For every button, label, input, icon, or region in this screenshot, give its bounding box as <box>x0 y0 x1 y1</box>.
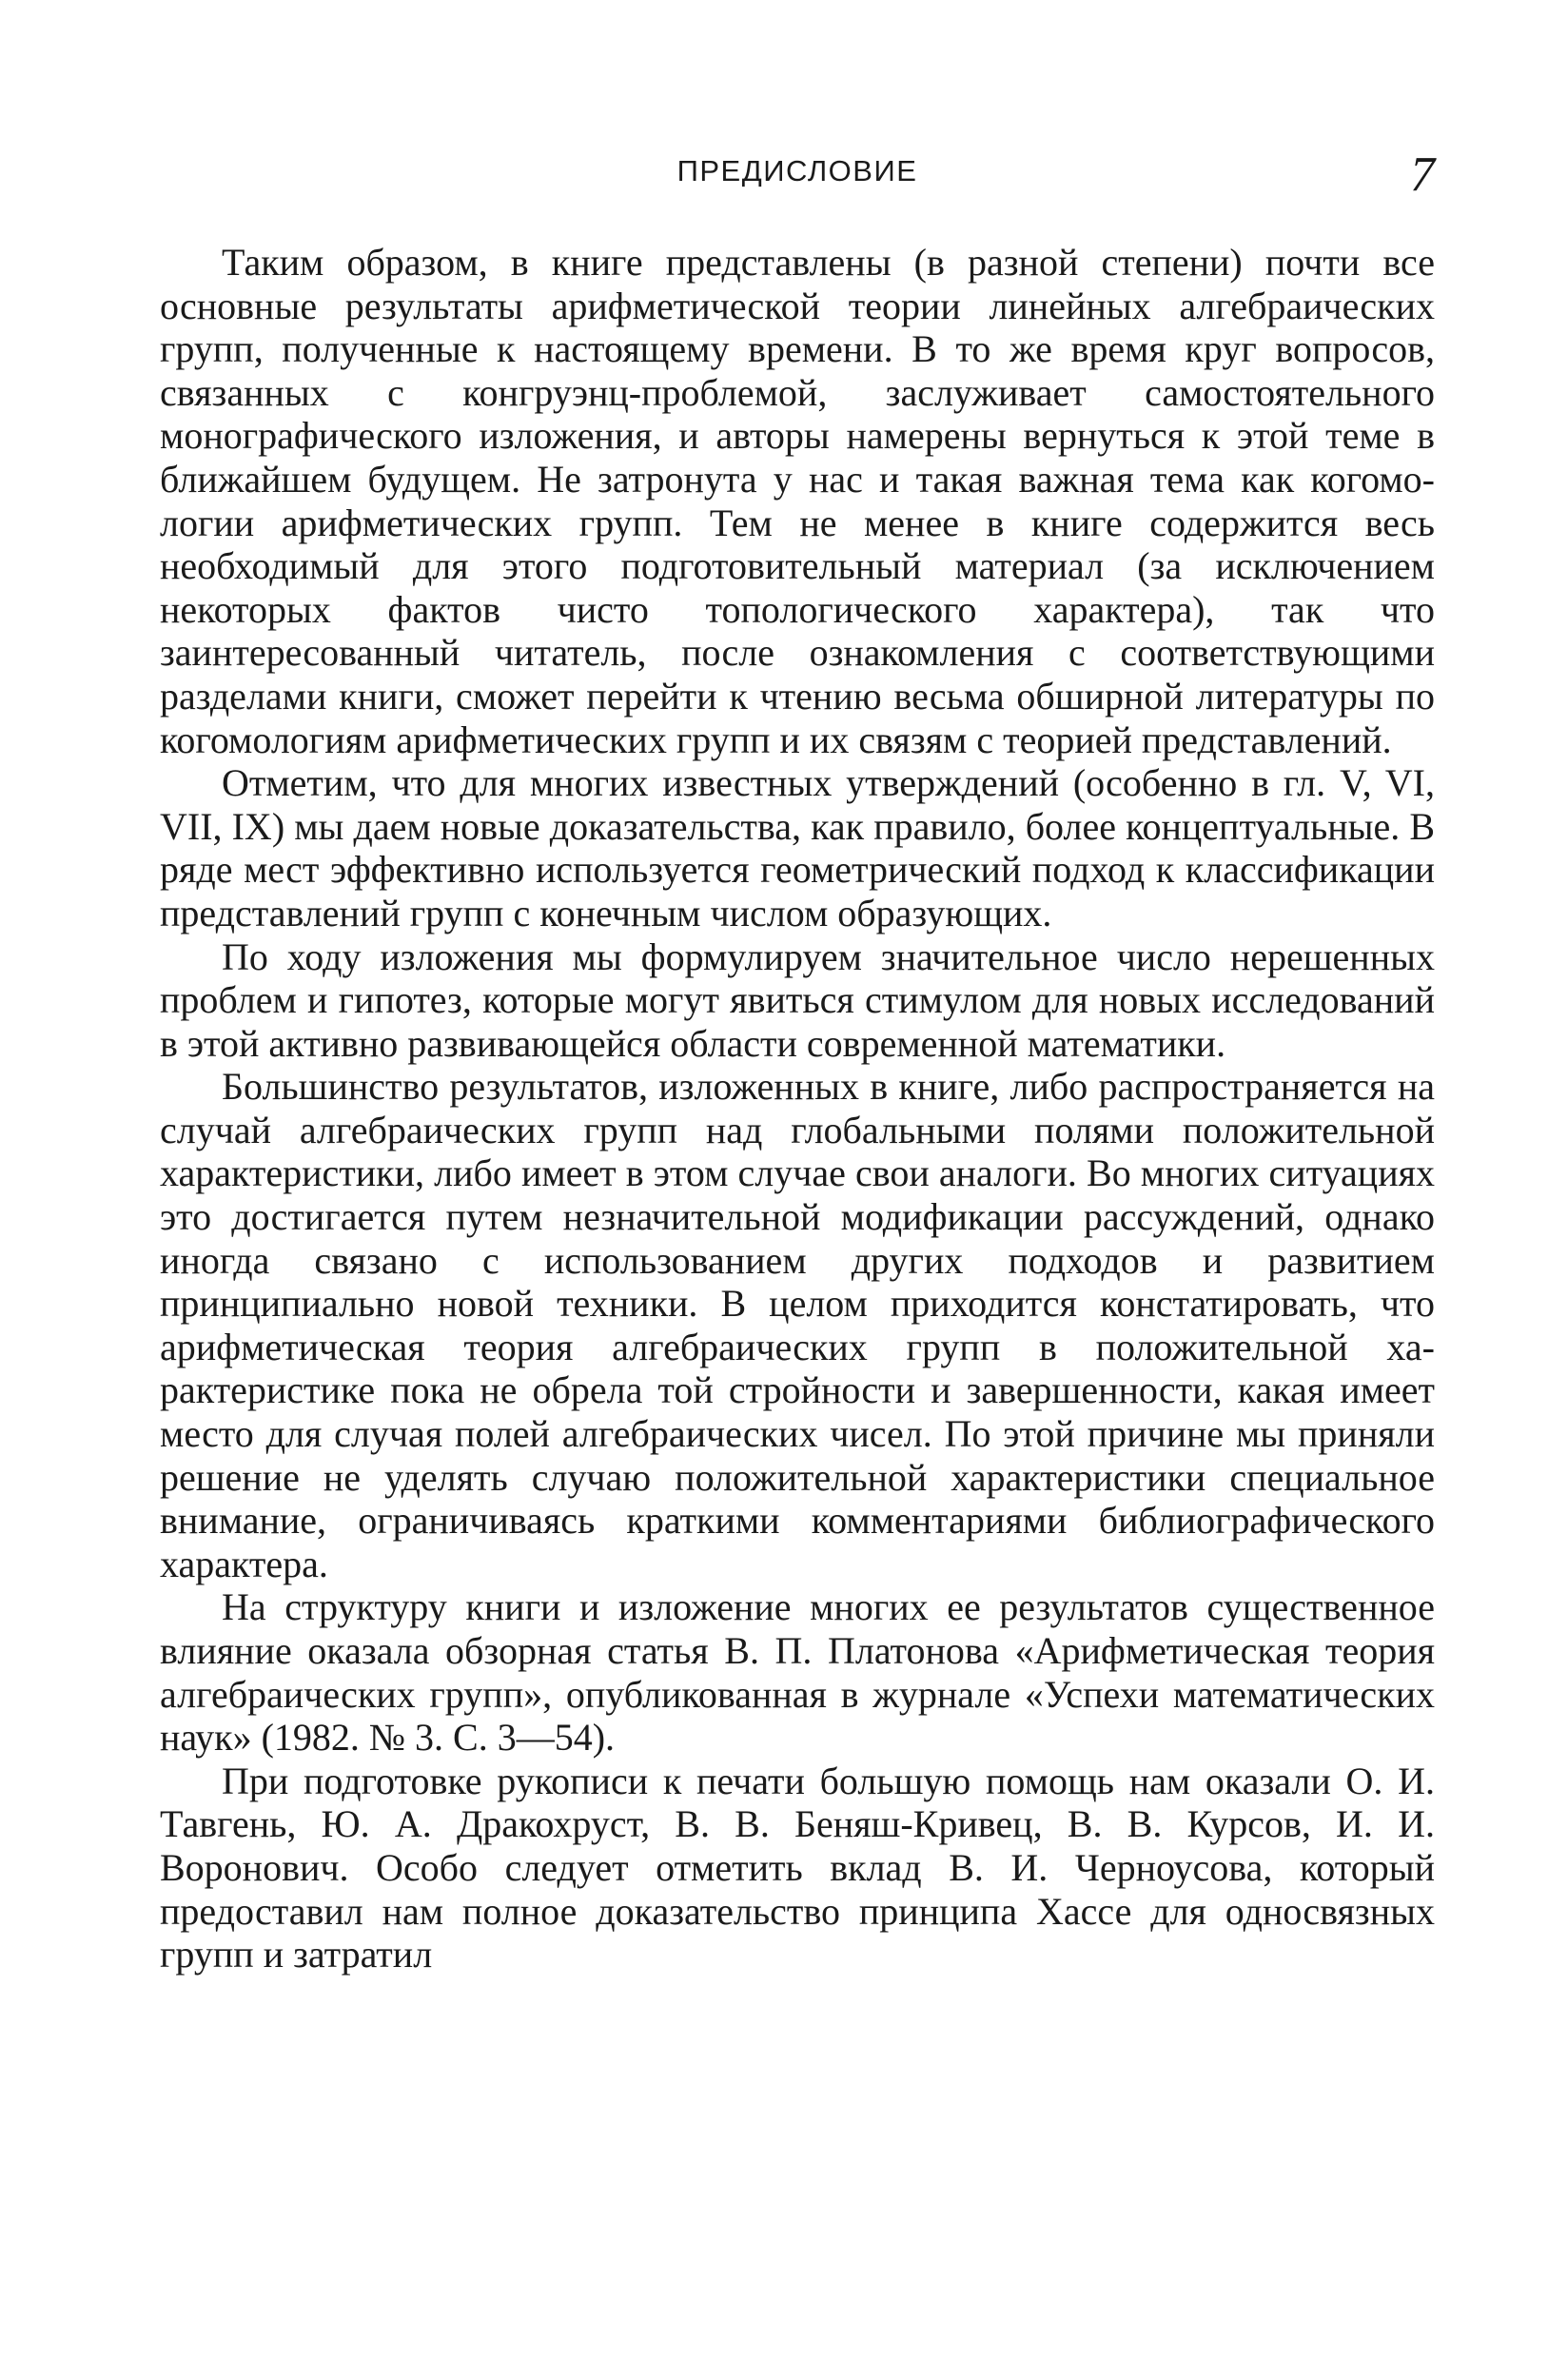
paragraph-4: Большинство результатов, изложенных в книге, либо распространяется на случай алгебраических групп над глобальными полями положительной характеристики, либо имеет в этом случае свои аналоги. Во многих ситуациях это достигается путем незначительной модификации рассуждений, однако иногда связано с использованием других подходов и развитием принципиально новой техники. В целом приходится констатировать, что арифметическая теория алгебраических групп в положительной характеристике пока не обрела той стройности и завершенности, какая имеет место для случая полей алгебраических чисел. По этой причине мы приняли решение не уделять случаю положительной характеристики специальное внимание, ограничиваясь краткими комментариями библиографического характера. <box>160 1065 1435 1585</box>
paragraph-6: При подготовке рукописи к печати большую помощь нам оказали О. И. Тавгень, Ю. А. Дракохруст, В. В. Беняш-Кривец, В. В. Курсов, И. И. Воронович. Особо следует отметить вклад В. И. Черноусова, который предоставил нам полное доказательство принципа Хассе для односвязных групп и затратил <box>160 1759 1435 1977</box>
paragraph-1: Таким образом, в книге представлены (в разной степени) почти все основные результаты арифметической теории линейных алгебраических групп, полученные к настоящему времени. В то же время круг вопросов, связанных с конгруэнц-проблемой, заслуживает самостоятельного монографического изложения, и авторы намерены вернуться к этой теме в ближайшем будущем. Не затронута у нас и такая важная тема как когомологии арифметических групп. Тем не менее в книге содержится весь необходимый для этого подготовительный материал (за исключением некоторых фактов чисто топологического характера), так что заинтересованный читатель, после ознакомления с соответствующими разделами книги, сможет перейти к чтению весьма обширной литературы по когомологиям арифметических групп и их связям с теорией представлений. <box>160 241 1435 761</box>
paragraph-3: По ходу изложения мы формулируем значительное число нерешенных проблем и гипотез, которые могут явиться стимулом для новых исследований в этой активно развивающейся области современной математики. <box>160 934 1435 1065</box>
running-head <box>160 150 1435 207</box>
page-number: 7 <box>1410 148 1435 202</box>
preface-text <box>160 241 1435 1977</box>
paragraph-2: Отметим, что для многих известных утверждений (особенно в гл. V, VI, VII, IX) мы даем новые доказательства, как правило, более концептуальные. В ряде мест эффективно используется геометрический подход к классификации представлений групп с конечным числом образующих. <box>160 761 1435 934</box>
page-header-title: ПРЕДИСЛОВИЕ <box>676 154 918 187</box>
paragraph-5: На структуру книги и изложение многих ее результатов существенное влияние оказала обзорная статья В. П. Платонова «Арифметическая теория алгебраических групп», опубликованная в журнале «Успехи математических наук» (1982. № 3. С. 3—54). <box>160 1585 1435 1760</box>
